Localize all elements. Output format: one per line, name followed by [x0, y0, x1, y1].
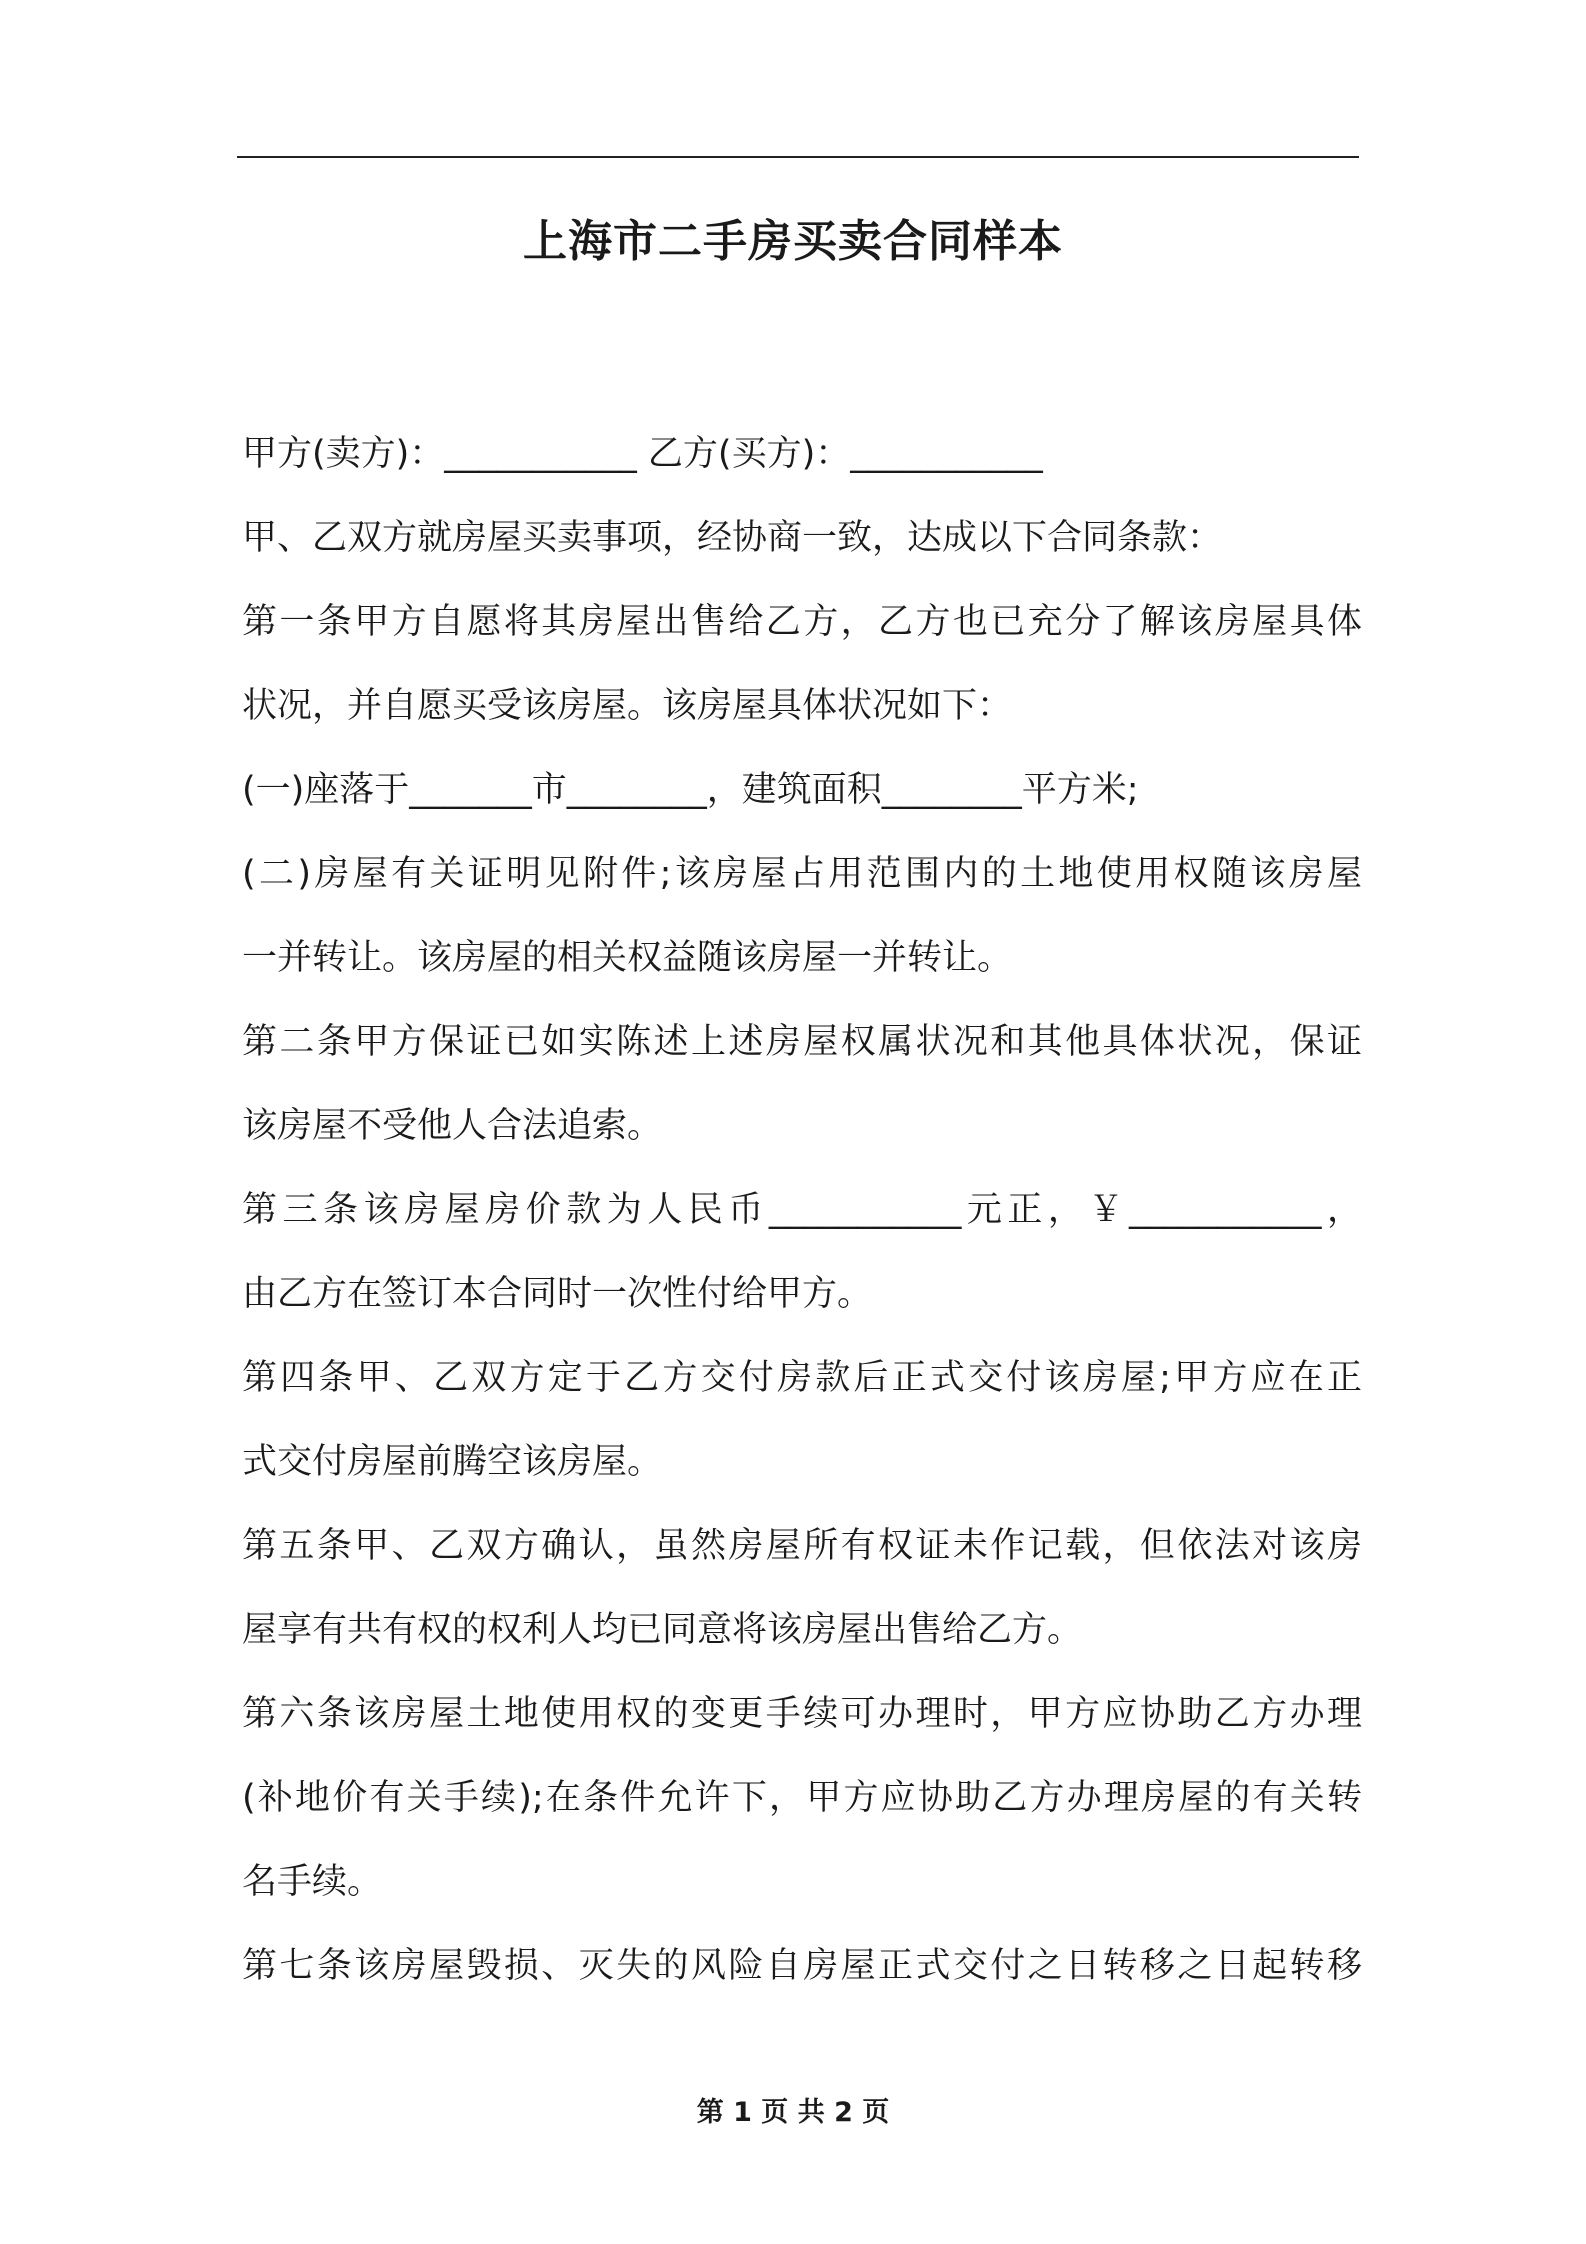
article-4-line-2: 式交付房屋前腾空该房屋。	[242, 1442, 663, 1482]
article-3-line-2: 由乙方在签订本合同时一次性付给甲方。	[242, 1274, 873, 1314]
article-1-item-2-line-2: 一并转让。该房屋的相关权益随该房屋一并转让。	[242, 938, 1013, 978]
document-title: 上海市二手房买卖合同样本	[523, 216, 1063, 267]
article-2-line-2: 该房屋不受他人合法追索。	[242, 1106, 663, 1146]
article-5-line-2: 屋享有共有权的权利人均已同意将该房屋出售给乙方。	[242, 1610, 1083, 1650]
header-rule	[237, 156, 1359, 158]
article-1-item-2-line-1: (二)房屋有关证明见附件;该房屋占用范围内的土地使用权随该房屋	[242, 854, 1362, 894]
article-6-line-1: 第六条该房屋土地使用权的变更手续可办理时，甲方应协助乙方办理	[242, 1694, 1362, 1734]
article-4-line-1: 第四条甲、乙双方定于乙方交付房款后正式交付该房屋;甲方应在正	[242, 1358, 1362, 1398]
article-5-line-1: 第五条甲、乙双方确认，虽然房屋所有权证未作记载，但依法对该房	[242, 1526, 1362, 1566]
article-1-line-1: 第一条甲方自愿将其房屋出售给乙方，乙方也已充分了解该房屋具体	[242, 602, 1362, 642]
article-3-line-1: 第三条该房屋房价款为人民币___________元正，￥___________，	[242, 1190, 1362, 1230]
article-1-item-1: (一)座落于_______市________，建筑面积________平方米;	[242, 770, 1139, 810]
document-body	[242, 412, 1362, 2008]
article-6-line-2: (补地价有关手续);在条件允许下，甲方应协助乙方办理房屋的有关转	[242, 1778, 1362, 1818]
party-line: 甲方(卖方)：___________ 乙方(买方)：___________	[242, 434, 1043, 474]
article-1-line-2: 状况，并自愿买受该房屋。该房屋具体状况如下：	[242, 686, 1013, 726]
article-6-line-3: 名手续。	[242, 1862, 383, 1902]
page-number-footer: 第 1 页 共 2 页	[696, 2097, 890, 2128]
intro-line: 甲、乙双方就房屋买卖事项，经协商一致，达成以下合同条款：	[242, 518, 1223, 558]
article-2-line-1: 第二条甲方保证已如实陈述上述房屋权属状况和其他具体状况，保证	[242, 1022, 1362, 1062]
article-7-line-1: 第七条该房屋毁损、灭失的风险自房屋正式交付之日转移之日起转移	[242, 1946, 1362, 1986]
